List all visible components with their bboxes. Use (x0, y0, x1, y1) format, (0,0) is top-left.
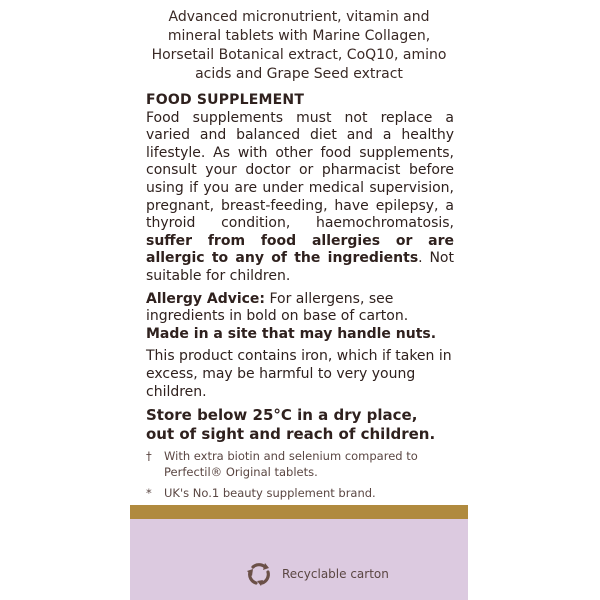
allergy-advice (146, 291, 454, 326)
asterisk-mark: * (146, 486, 152, 501)
nuts-warning (146, 326, 454, 344)
supplement-warning (146, 110, 454, 286)
storage-line: Store below 25°C in a dry place, (146, 406, 418, 425)
gold-band (130, 505, 468, 519)
product-description (138, 8, 460, 84)
recycle-badge (244, 559, 389, 589)
description-line: acids and Grape Seed extract (195, 66, 403, 82)
label-copy (146, 92, 454, 501)
footnote-text: With extra biotin and selenium compared to Perfectil® Original tablets. (164, 449, 418, 480)
iron-warning: This product contains iron, which if taken in excess, may be harmful to very young children. (146, 348, 452, 400)
storage-line: out of sight and reach of children. (146, 424, 436, 443)
description-line: Horsetail Botanical extract, CoQ10, amino (151, 47, 447, 63)
allergy-text: For allergens, see ingredients in bold on base of carton. (146, 290, 409, 325)
allergy-warning-bold: suffer from food allergies or are allergic to any of the ingredients (146, 232, 454, 267)
dagger-mark: † (146, 449, 152, 464)
recycle-icon (244, 559, 274, 589)
section-heading: FOOD SUPPLEMENT (146, 92, 305, 108)
recycle-label: Recyclable carton (282, 567, 389, 581)
footnote (146, 448, 454, 480)
warning-tail: . Not suitable for children. (146, 250, 454, 284)
footnote-text: UK's No.1 beauty supplement brand. (164, 486, 376, 501)
description-line: mineral tablets with Marine Collagen, (167, 28, 431, 44)
allergy-label: Allergy Advice: (146, 290, 266, 307)
footnote (146, 485, 454, 501)
warning-text: Food supplements must not replace a varied and balanced diet and a healthy lifestyle. As with other food supplements, consult your doctor or pharmacist before using if you are under medical supervision, pregnant, breast-feeding, have epilepsy, a thyroid condition, haemochromatosis, (146, 109, 454, 232)
description-line: Advanced micronutrient, vitamin and (168, 9, 430, 25)
nuts-text: Made in a site that may handle nuts. (146, 325, 437, 342)
